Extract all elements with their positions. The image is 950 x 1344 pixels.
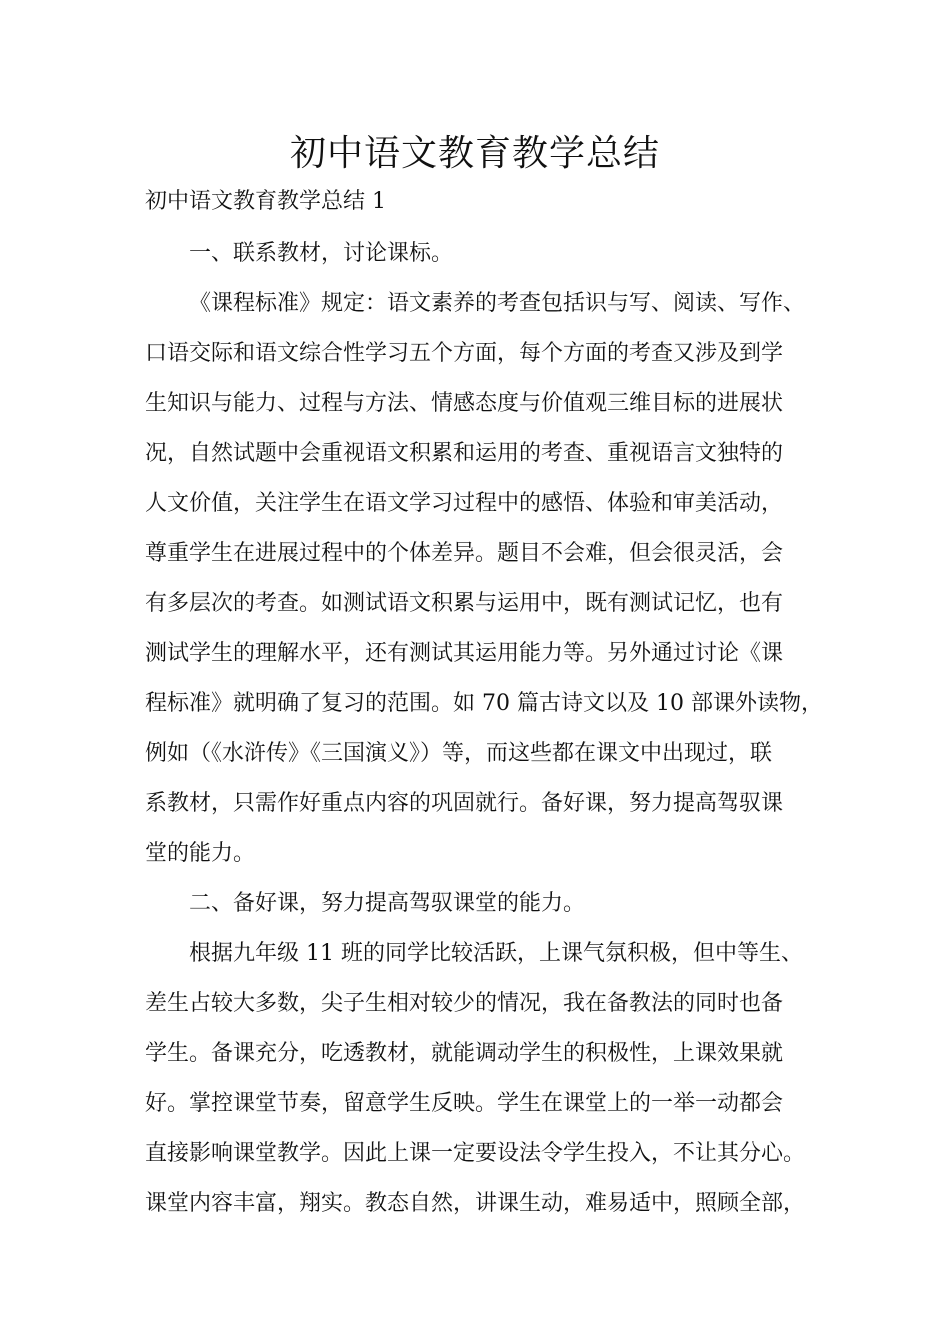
paragraph-line: 学生。备课充分，吃透教材，就能调动学生的积极性，上课效果就: [145, 1041, 784, 1066]
document-subtitle: 初中语文教育教学总结 1: [145, 189, 386, 214]
paragraph-line: 《课程标准》规定：语文素养的考查包括识与写、阅读、写作、: [189, 291, 806, 316]
section-heading: 一、联系教材，讨论课标。: [189, 241, 454, 266]
document-title: 初中语文教育教学总结: [289, 133, 660, 174]
paragraph-line: 生知识与能力、过程与方法、情感态度与价值观三维目标的进展状: [145, 391, 784, 416]
paragraph-line: 堂的能力。: [145, 841, 256, 866]
paragraph-line: 况，自然试题中会重视语文积累和运用的考查、重视语言文独特的: [145, 441, 784, 466]
paragraph-line: 人文价值，关注学生在语文学习过程中的感悟、体验和审美活动，: [145, 491, 784, 516]
paragraph-line: 口语交际和语文综合性学习五个方面，每个方面的考查又涉及到学: [145, 341, 784, 366]
paragraph-line: 系教材，只需作好重点内容的巩固就行。备好课，努力提高驾驭课: [145, 791, 784, 816]
paragraph-line: 课堂内容丰富，翔实。教态自然，讲课生动，难易适中，照顾全部，: [145, 1191, 806, 1216]
paragraph-line: 有多层次的考查。如测试语文积累与运用中，既有测试记忆，也有: [145, 591, 784, 616]
paragraph-line: 测试学生的理解水平，还有测试其运用能力等。另外通过讨论《课: [145, 641, 784, 666]
paragraph-line: 差生占较大多数，尖子生相对较少的情况，我在备教法的同时也备: [145, 991, 784, 1016]
paragraph-line: 例如（《水浒传》《三国演义》）等，而这些都在课文中出现过，联: [145, 741, 773, 766]
paragraph-line: 尊重学生在进展过程中的个体差异。题目不会难，但会很灵活，会: [145, 541, 784, 566]
paragraph-line: 好。掌控课堂节奏，留意学生反映。学生在课堂上的一举一动都会: [145, 1091, 784, 1116]
paragraph-line: 直接影响课堂教学。因此上课一定要设法令学生投入，不让其分心。: [145, 1141, 806, 1166]
paragraph-line: 根据九年级 11 班的同学比较活跃，上课气氛积极，但中等生、: [189, 941, 803, 966]
paragraph-line: 程标准》就明确了复习的范围。如 70 篇古诗文以及 10 部课外读物，: [145, 691, 823, 716]
section-heading: 二、备好课，努力提高驾驭课堂的能力。: [189, 891, 586, 916]
